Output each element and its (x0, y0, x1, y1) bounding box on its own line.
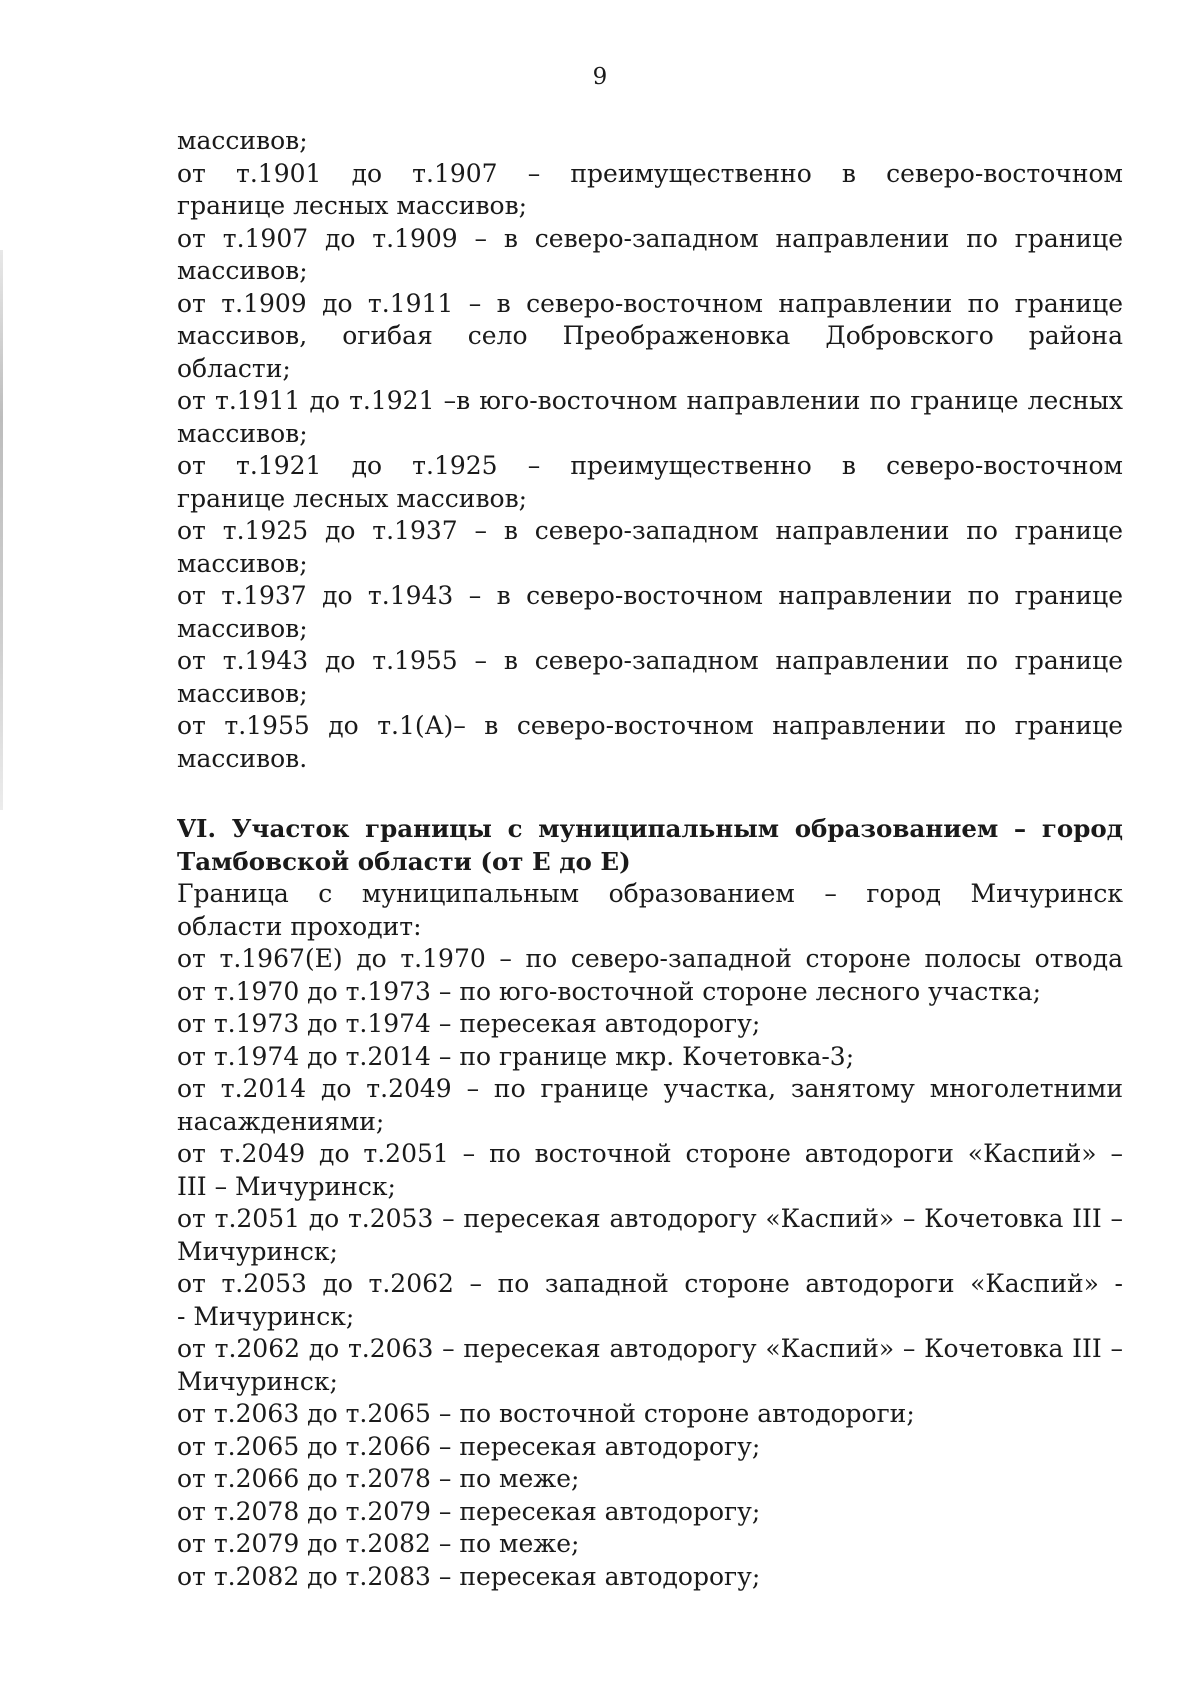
text-line: массивов. (177, 743, 308, 773)
text-line: массивов; (177, 613, 308, 643)
text-line: Мичуринск; (177, 1366, 338, 1396)
text-line: области проходит: (177, 911, 422, 941)
section-heading-line: Тамбовской области (от Е до Е) (177, 846, 631, 876)
text-line: от т.1967(Е) до т.1970 – по северо-западной стороне полосы отвода (177, 944, 1123, 973)
text-line: от т.1921 до т.1925 – преимущественно в северо-восточном (177, 451, 1123, 480)
section-vi-heading (177, 813, 1123, 878)
text-line: границе лесных массивов; (177, 483, 528, 513)
text-line: Граница с муниципальным образованием – город Мичуринск (177, 879, 1123, 908)
text-line: Мичуринск; (177, 1236, 338, 1266)
section-vi-body (177, 878, 1123, 1593)
text-line: от т.1901 до т.1907 – преимущественно в северо-восточном (177, 158, 1123, 188)
text-line: от т.2065 до т.2066 – пересекая автодорогу; (177, 1431, 761, 1461)
text-line: насаждениями; (177, 1106, 385, 1136)
text-line: от т.2063 до т.2065 – по восточной стороне автодороги; (177, 1399, 915, 1428)
text-line: от т.1943 до т.1955 – в северо-западном направлении по границе (177, 646, 1123, 675)
text-line: от т.1974 до т.2014 – по границе мкр. Кочетовка-3; (177, 1041, 855, 1071)
text-line: области; (177, 353, 291, 383)
section-heading-line: VI. Участок границы с муниципальным образованием – город (177, 814, 1123, 843)
text-line: от т.2051 до т.2053 – пересекая автодорогу «Каспий» – Кочетовка III – (177, 1204, 1123, 1233)
text-line: от т.2082 до т.2083 – пересекая автодорогу; (177, 1561, 761, 1591)
boundary-continuation-text (177, 125, 1123, 775)
text-line: от т.1909 до т.1911 – в северо-восточном направлении по границе (177, 288, 1123, 318)
text-line: массивов; (177, 548, 308, 578)
text-line: от т.2078 до т.2079 – пересекая автодорогу; (177, 1496, 761, 1526)
section-vi (177, 813, 1123, 1593)
text-line: от т.1911 до т.1921 –в юго-восточном направлении по границе лесных (177, 386, 1123, 415)
text-line: III – Мичуринск; (177, 1171, 396, 1201)
text-line: массивов; (177, 126, 308, 155)
text-line: массивов; (177, 256, 308, 285)
scan-edge-shadow (0, 250, 3, 810)
text-line: от т.1970 до т.1973 – по юго-восточной стороне лесного участка; (177, 976, 1042, 1006)
text-line: от т.1907 до т.1909 – в северо-западном направлении по границе (177, 223, 1123, 253)
text-line: массивов; (177, 678, 308, 708)
text-line: от т.1925 до т.1937 – в северо-западном направлении по границе (177, 516, 1123, 545)
text-line: массивов, огибая село Преображеновка Добровского района (177, 321, 1123, 350)
text-line: от т.2066 до т.2078 – по меже; (177, 1464, 580, 1493)
page-number: 9 (592, 64, 608, 90)
text-line: от т.2053 до т.2062 – по западной стороне автодороги «Каспий» - (177, 1269, 1123, 1298)
text-line: от т.1973 до т.1974 – пересекая автодорогу; (177, 1009, 761, 1038)
text-line: от т.2049 до т.2051 – по восточной стороне автодороги «Каспий» – (177, 1139, 1123, 1168)
text-line: от т.1937 до т.1943 – в северо-восточном направлении по границе (177, 581, 1123, 610)
text-line: границе лесных массивов; (177, 191, 528, 220)
text-line: от т.2014 до т.2049 – по границе участка, занятому многолетними (177, 1074, 1123, 1103)
text-line: массивов; (177, 418, 308, 448)
text-line: от т.2079 до т.2082 – по меже; (177, 1529, 580, 1558)
text-line: - Мичуринск; (177, 1301, 355, 1331)
text-line: от т.1955 до т.1(А)– в северо-восточном направлении по границе (177, 711, 1123, 740)
text-line: от т.2062 до т.2063 – пересекая автодорогу «Каспий» – Кочетовка III – (177, 1334, 1123, 1363)
